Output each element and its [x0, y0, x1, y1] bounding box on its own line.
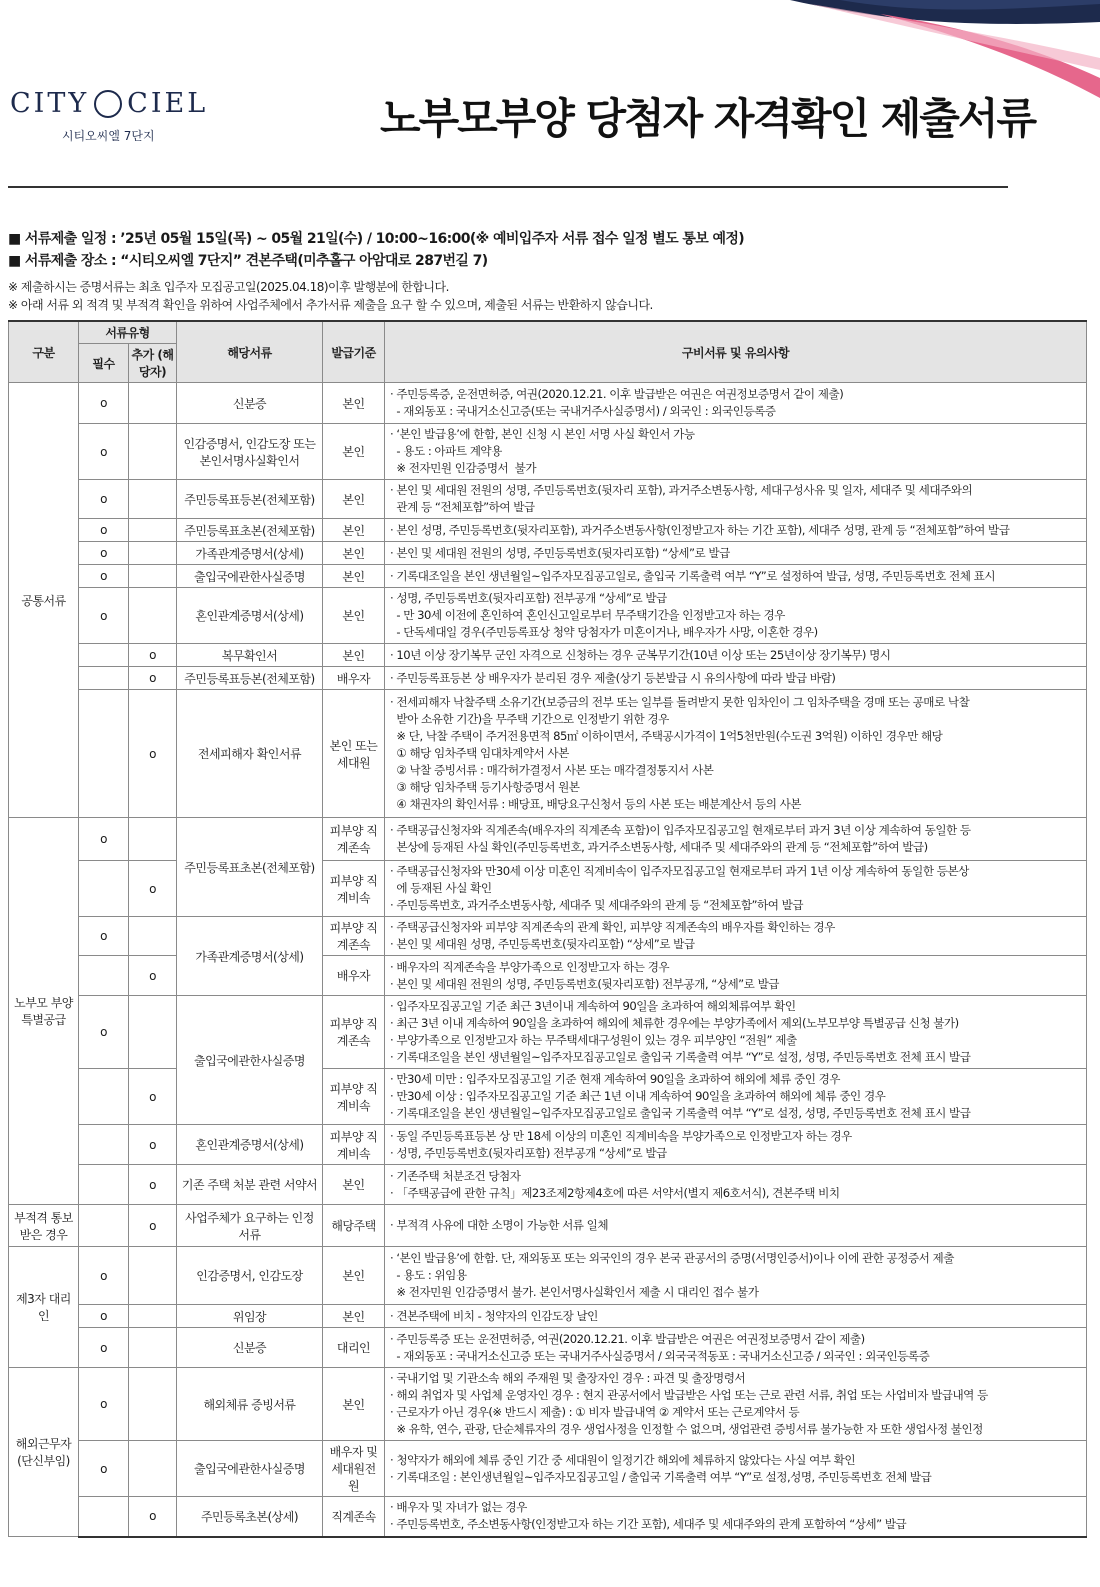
document-name-cell: 가족관계증명서(상세) [177, 542, 323, 565]
note-text: · 근로자가 아닌 경우(※ 반드시 제출) : ① 비자 발급내역 ② 계약서 또는 근로계약서 등 [390, 1405, 800, 1419]
document-name-cell: 신분증 [177, 1328, 323, 1368]
basis-cell: 본인 [323, 1247, 385, 1305]
table-row [9, 588, 1087, 644]
extra-mark-cell: o [129, 1497, 177, 1537]
note-text: - 재외동포 : 국내거소신고증 또는 국내거주사실증명서 / 외국국적동포 : 국내거소신고증 / 외국인 : 외국인등록증 [390, 1348, 930, 1363]
document-name-cell: 인감증명서, 인감도장 또는 본인서명사실확인서 [177, 424, 323, 480]
table-row [9, 1441, 1087, 1497]
note-text: · 청약자가 해외에 체류 중인 기간 중 세대원이 일정기간 해외에 체류하지 않았다는 사실 여부 확인 [390, 1452, 856, 1467]
note-line: ※ 제출하시는 증명서류는 최초 입주자 모집공고일(2025.04.18)이후 발행분에 한합니다. [8, 280, 449, 294]
basis-cell: 본인 [323, 1165, 385, 1205]
note-text: · 주민등록표등본 상 배우자가 분리된 경우 제출(상기 등본발급 시 유의사항에 따라 발급 바람) [390, 670, 836, 685]
brand-logo [10, 88, 210, 144]
basis-cell: 대리인 [323, 1328, 385, 1368]
notes-cell [385, 1125, 1087, 1165]
place-line: ■ 서류제출 장소 : “시티오씨엘 7단지” 견본주택(미추홀구 아암대로 287번길 7) [8, 253, 488, 269]
required-mark-cell: o [79, 917, 129, 956]
note-text: 에 등재된 사실 확인 [390, 881, 492, 895]
extra-mark-cell [129, 519, 177, 542]
basis-cell: 본인 [323, 1305, 385, 1328]
note-text: · 최근 3년 이내 계속하여 90일을 초과하여 해외에 체류한 경우에는 부양가족에서 제외(노부모부양 특별공급 신청 불가) [390, 1016, 959, 1030]
extra-mark-cell [129, 565, 177, 588]
required-mark-cell [79, 1125, 129, 1165]
table-row [9, 542, 1087, 565]
document-name-cell: 주민등록표등본(전체포함) [177, 667, 323, 690]
note-text: · 기존주택 처분조건 당첨자 [390, 1168, 521, 1183]
note-text: · 해외 취업자 및 사업체 운영자인 경우 : 현지 관공서에서 발급받은 사업 또는 근로 관련 서류, 취업 또는 사업비자 발급내역 등 [390, 1388, 988, 1402]
note-text: · 입주자모집공고일 기준 최근 3년이내 계속하여 90일을 초과하여 해외체류여부 확인 [390, 999, 796, 1013]
note-text: · 국내기업 및 기관소속 해외 주재원 및 출장자인 경우 : 파견 및 출장명령서 [390, 1371, 746, 1385]
note-text: · 성명, 주민등록번호(뒷자리포함) 전부공개 “상세”로 발급 [390, 1145, 667, 1160]
required-mark-cell: o [79, 1368, 129, 1441]
basis-cell: 피부양 직계비속 [323, 1069, 385, 1125]
notes-cell [385, 996, 1087, 1069]
basis-cell: 본인 [323, 424, 385, 480]
note-text: · ‘본인 발급용’에 한함. 단, 재외동포 또는 외국인의 경우 본국 관공서의 증명(서명인증서)이나 이에 관한 공정증서 제출 [390, 1251, 954, 1265]
table-row [9, 424, 1087, 480]
required-mark-cell: o [79, 565, 129, 588]
submission-info [8, 228, 1088, 314]
note-text: · 「주택공급에 관한 규칙」제23조제2항제4호에 따른 서약서(별지 제6호서식), 견본주택 비치 [390, 1185, 840, 1200]
extra-mark-cell [129, 1328, 177, 1368]
basis-cell: 본인 [323, 383, 385, 424]
basis-cell: 피부양 직계존속 [323, 996, 385, 1069]
extra-mark-cell [129, 1368, 177, 1441]
extra-mark-cell [129, 1441, 177, 1497]
note-text: · 기록대조일을 본인 생년월일~입주자모집공고일로, 출입국 기록출력 여부 “Y”로 설정하여 발급, 성명, 주민등록번호 전체 표시 [390, 568, 996, 583]
notes-cell [385, 917, 1087, 956]
notes-cell [385, 1328, 1087, 1368]
header-document: 해당서류 [177, 321, 323, 383]
note-text: · 본인 성명, 주민등록번호(뒷자리포함), 과거주소변동사항(인정받고자 하는 기간 포함), 세대주 성명, 관계 등 “전체포함”하여 발급 [390, 522, 1010, 537]
document-name-cell: 신분증 [177, 383, 323, 424]
table-row [9, 1205, 1087, 1247]
table-row [9, 383, 1087, 424]
extra-mark-cell: o [129, 1165, 177, 1205]
required-mark-cell: o [79, 996, 129, 1069]
extra-mark-cell [129, 996, 177, 1069]
category-cell: 부적격 통보 받은 경우 [9, 1205, 79, 1247]
extra-mark-cell [129, 588, 177, 644]
table-row [9, 1125, 1087, 1165]
note-text: · 주민등록증 또는 운전면허증, 여권(2020.12.21. 이후 발급받은 여권은 여권정보증명서 같이 제출) [390, 1331, 865, 1346]
note-text: · 동일 주민등록표등본 상 만 18세 이상의 미혼인 직계비속을 부양가족으로 인정받고자 하는 경우 [390, 1128, 852, 1143]
document-name-cell: 인감증명서, 인감도장 [177, 1247, 323, 1305]
table-row [9, 480, 1087, 519]
document-name-cell: 혼인관계증명서(상세) [177, 588, 323, 644]
basis-cell: 배우자 [323, 667, 385, 690]
note-text: · 본인 및 세대원 전원의 성명, 주민등록번호(뒷자리포함) 전부공개, “상세”로 발급 [390, 976, 779, 991]
note-text: 관계 등 “전체포함”하여 발급 [390, 500, 535, 514]
logo-circle-icon [94, 90, 122, 118]
header-category: 구분 [9, 321, 79, 383]
notes-cell [385, 1069, 1087, 1125]
header-notes: 구비서류 및 유의사항 [385, 321, 1087, 383]
basis-cell: 본인 [323, 542, 385, 565]
document-name-cell: 해외체류 증빙서류 [177, 1368, 323, 1441]
note-text: · 성명, 주민등록번호(뒷자리포함) 전부공개 “상세”로 발급 [390, 591, 667, 605]
required-documents-table [8, 320, 1087, 1538]
basis-cell: 피부양 직계존속 [323, 818, 385, 861]
table-row [9, 917, 1087, 956]
note-text: · 본인 및 세대원 전원의 성명, 주민등록번호(뒷자리포함) “상세”로 발급 [390, 545, 730, 560]
document-name-cell: 출입국에관한사실증명 [177, 996, 323, 1125]
table-row [9, 861, 1087, 917]
basis-cell: 피부양 직계존속 [323, 917, 385, 956]
notes-cell [385, 565, 1087, 588]
notes-cell [385, 383, 1087, 424]
extra-mark-cell: o [129, 1205, 177, 1247]
note-text: · 견본주택에 비치 - 청약자의 인감도장 날인 [390, 1308, 598, 1323]
document-name-cell: 전세피해자 확인서류 [177, 690, 323, 818]
required-mark-cell [79, 956, 129, 996]
basis-cell: 피부양 직계비속 [323, 861, 385, 917]
note-text: 본상에 등재된 사실 확인(주민등록번호, 과거주소변동사항, 세대주 및 세대주와의 관계 등 “전체포함”하여 발급) [390, 840, 928, 854]
notes-cell [385, 542, 1087, 565]
notes-cell [385, 1441, 1087, 1497]
required-mark-cell: o [79, 1247, 129, 1305]
document-name-cell: 기존 주택 처분 관련 서약서 [177, 1165, 323, 1205]
required-mark-cell [79, 1205, 129, 1247]
note-text: · 주택공급신청자와 피부양 직계존속의 관계 확인, 피부양 직계존속의 배우자를 확인하는 경우 [390, 920, 835, 934]
extra-mark-cell: o [129, 690, 177, 818]
note-text: · ‘본인 발급용’에 한함, 본인 신청 시 본인 서명 사실 확인서 가능 [390, 427, 695, 441]
category-cell: 노부모 부양 특별공급 [9, 818, 79, 1205]
document-name-cell: 가족관계증명서(상세) [177, 917, 323, 996]
extra-mark-cell: o [129, 956, 177, 996]
table-row [9, 1165, 1087, 1205]
extra-mark-cell [129, 1305, 177, 1328]
table-row [9, 818, 1087, 861]
title-divider [8, 186, 1008, 188]
note-text: ④ 채권자의 확인서류 : 배당표, 배당요구신청서 등의 사본 또는 배분계산서 등의 사본 [390, 797, 801, 811]
required-mark-cell [79, 667, 129, 690]
basis-cell: 피부양 직계비속 [323, 1125, 385, 1165]
document-name-cell: 혼인관계증명서(상세) [177, 1125, 323, 1165]
note-text: ① 해당 임차주택 임대차계약서 사본 [390, 746, 569, 760]
required-mark-cell: o [79, 480, 129, 519]
table-row [9, 519, 1087, 542]
extra-mark-cell: o [129, 1069, 177, 1125]
document-name-cell: 주민등록표초본(전체포함) [177, 519, 323, 542]
table-row [9, 1497, 1087, 1537]
note-text: · 기록대조일 : 본인생년월일~입주자모집공고일 / 출입국 기록출력 여부 “Y”로 설정,성명, 주민등록번호 전체 발급 [390, 1469, 932, 1484]
basis-cell: 본인 [323, 480, 385, 519]
extra-mark-cell [129, 383, 177, 424]
page-title: 노부모부양 당첨자 자격확인 제출서류 [380, 94, 1036, 143]
note-text: ※ 전자민원 인감증명서 불가. 본인서명사실확인서 제출 시 대리인 접수 불가 [390, 1285, 759, 1299]
table-row [9, 644, 1087, 667]
basis-cell: 배우자 [323, 956, 385, 996]
note-text: · 만30세 미만 : 입주자모집공고일 기준 현재 계속하여 90일을 초과하여 해외에 체류 중인 경우 [390, 1072, 840, 1086]
extra-mark-cell: o [129, 861, 177, 917]
required-mark-cell: o [79, 588, 129, 644]
note-text: ※ 유학, 연수, 관광, 단순체류자의 경우 생업사정을 인정할 수 없으며, 생업관련 증빙서류 불가능한 자 또한 생업사정 불인정 [390, 1422, 983, 1436]
notes-cell [385, 588, 1087, 644]
logo-wordmark: CITY CIEL [10, 88, 209, 119]
table-row [9, 565, 1087, 588]
required-mark-cell: o [79, 383, 129, 424]
note-text: · 기록대조일을 본인 생년월일~입주자모집공고일로 출입국 기록출력 여부 “Y”로 설정, 성명, 주민등록번호 전체 표시 발급 [390, 1050, 971, 1064]
category-cell: 제3자 대리인 [9, 1247, 79, 1368]
basis-cell: 본인 [323, 644, 385, 667]
note-text: · 주민등록번호, 주소변동사항(인정받고자 하는 기간 포함), 세대주 및 세대주와의 관계 포함하여 “상세” 발급 [390, 1517, 907, 1532]
notes-cell [385, 1165, 1087, 1205]
note-text: · 10년 이상 장기복무 군인 자격으로 신청하는 경우 군복무기간(10년 이상 또는 25년이상 장기복무) 명시 [390, 647, 891, 662]
notes-cell [385, 644, 1087, 667]
table-row [9, 1069, 1087, 1125]
required-mark-cell: o [79, 1328, 129, 1368]
extra-mark-cell [129, 917, 177, 956]
note-text: · 배우자 및 자녀가 없는 경우 [390, 1500, 527, 1515]
notes-cell [385, 1205, 1087, 1247]
required-mark-cell [79, 1165, 129, 1205]
basis-cell: 직계존속 [323, 1497, 385, 1537]
required-mark-cell: o [79, 519, 129, 542]
document-name-cell: 출입국에관한사실증명 [177, 565, 323, 588]
notes-cell [385, 956, 1087, 996]
header-basis: 발급기준 [323, 321, 385, 383]
note-text: · 기록대조일을 본인 생년월일~입주자모집공고일로 출입국 기록출력 여부 “Y”로 설정, 성명, 주민등록번호 전체 표시 발급 [390, 1106, 971, 1120]
document-name-cell: 위임장 [177, 1305, 323, 1328]
basis-cell: 본인 [323, 565, 385, 588]
table-row [9, 1328, 1087, 1368]
notes-cell [385, 1368, 1087, 1441]
note-text: · 배우자의 직계존속을 부양가족으로 인정받고자 하는 경우 [390, 959, 670, 974]
table-row [9, 956, 1087, 996]
category-cell: 공통서류 [9, 383, 79, 818]
basis-cell: 본인 또는 세대원 [323, 690, 385, 818]
extra-mark-cell: o [129, 644, 177, 667]
note-text: · 부양가족으로 인정받고자 하는 무주택세대구성원이 있는 경우 피부양인 “전원” 제출 [390, 1033, 797, 1047]
note-text: - 만 30세 이전에 혼인하여 혼인신고일로부터 무주택기간을 인정받고자 하는 경우 [390, 608, 785, 622]
header-doc-type: 서류유형 [79, 321, 177, 344]
note-text: · 전세피해자 낙찰주택 소유기간(보증금의 전부 또는 일부를 돌려받지 못한 임차인이 그 임차주택을 경매 또는 공매로 낙찰 [390, 695, 970, 709]
basis-cell: 배우자 및 세대원전원 [323, 1441, 385, 1497]
table-row [9, 1368, 1087, 1441]
note-text: - 용도 : 아파트 계약용 [390, 444, 502, 458]
note-text: 받아 소유한 기간)을 무주택 기간으로 인정받기 위한 경우 [390, 712, 669, 726]
notes-cell [385, 519, 1087, 542]
document-name-cell: 주민등록표등본(전체포함) [177, 480, 323, 519]
extra-mark-cell: o [129, 1125, 177, 1165]
note-text: · 본인 및 세대원 성명, 주민등록번호(뒷자리포함) “상세”로 발급 [390, 937, 695, 951]
notes-cell [385, 1497, 1087, 1537]
required-mark-cell: o [79, 1305, 129, 1328]
basis-cell: 본인 [323, 1368, 385, 1441]
extra-mark-cell [129, 424, 177, 480]
document-name-cell: 출입국에관한사실증명 [177, 1441, 323, 1497]
required-mark-cell: o [79, 818, 129, 861]
extra-mark-cell [129, 480, 177, 519]
note-text: · 부적격 사유에 대한 소명이 가능한 서류 일체 [390, 1218, 609, 1232]
table-row [9, 1305, 1087, 1328]
notes-cell [385, 1305, 1087, 1328]
notes-cell [385, 480, 1087, 519]
note-text: · 주민등록번호, 과거주소변동사항, 세대주 및 세대주와의 관계 등 “전체포함”하여 발급 [390, 898, 804, 912]
note-text: · 만30세 이상 : 입주자모집공고일 기준 최근 1년 이내 계속하여 90일을 초과하여 해외에 체류 중인 경우 [390, 1089, 886, 1103]
note-text: · 주택공급신청자와 만30세 이상 미혼인 직계비속이 입주자모집공고일 현재로부터 과거 1년 이상 계속하여 동일한 등본상 [390, 864, 969, 878]
required-mark-cell [79, 1497, 129, 1537]
note-text: · 본인 및 세대원 전원의 성명, 주민등록번호(뒷자리 포함), 과거주소변동사항, 세대구성사유 및 일자, 세대주 및 세대주와의 [390, 483, 973, 497]
logo-subtitle: 시티오씨엘 7단지 [62, 129, 155, 143]
required-mark-cell [79, 1069, 129, 1125]
note-text: ② 낙찰 증빙서류 : 매각허가결정서 사본 또는 매각결정통지서 사본 [390, 763, 714, 777]
note-text: ※ 단, 낙찰 주택이 주거전용면적 85㎡ 이하이면서, 주택공시가격이 1억5천만원(수도권 3억원) 이하인 경우만 해당 [390, 729, 943, 743]
extra-mark-cell [129, 1247, 177, 1305]
required-mark-cell [79, 644, 129, 667]
basis-cell: 해당주택 [323, 1205, 385, 1247]
table-row [9, 1247, 1087, 1305]
schedule-line: ■ 서류제출 일정 : ’25년 05월 15일(목) ~ 05월 21일(수) / 10:00~16:00(※ 예비입주자 서류 접수 일정 별도 통보 예정) [8, 231, 745, 247]
header-required: 필수 [79, 344, 129, 383]
extra-mark-cell: o [129, 667, 177, 690]
note-text: ③ 해당 임차주택 등기사항증명서 원본 [390, 780, 580, 794]
notes-cell [385, 424, 1087, 480]
notes-cell [385, 1247, 1087, 1305]
note-line: ※ 아래 서류 외 적격 및 부적격 확인을 위하여 사업주체에서 추가서류 제출을 요구 할 수 있으며, 제출된 서류는 반환하지 않습니다. [8, 298, 653, 312]
note-text: ※ 전자민원 인감증명서 불가 [390, 461, 537, 475]
required-mark-cell: o [79, 1441, 129, 1497]
document-name-cell: 사업주체가 요구하는 인정서류 [177, 1205, 323, 1247]
extra-mark-cell [129, 818, 177, 861]
notes-cell [385, 667, 1087, 690]
document-name-cell: 주민등록초본(상세) [177, 1497, 323, 1537]
table-body [9, 383, 1087, 1537]
category-cell: 해외근무자 (단신부임) [9, 1368, 79, 1537]
note-text: - 단독세대일 경우(주민등록표상 청약 당첨자가 미혼이거나, 배우자가 사망, 이혼한 경우) [390, 625, 818, 639]
basis-cell: 본인 [323, 588, 385, 644]
note-text: - 재외동포 : 국내거소신고증(또는 국내거주사실증명서) / 외국인 : 외국인등록증 [390, 404, 776, 418]
required-mark-cell [79, 861, 129, 917]
required-mark-cell [79, 690, 129, 818]
note-text: - 용도 : 위임용 [390, 1268, 467, 1282]
basis-cell: 본인 [323, 519, 385, 542]
document-name-cell: 복무확인서 [177, 644, 323, 667]
table-row [9, 996, 1087, 1069]
table-row [9, 690, 1087, 818]
note-text: · 주택공급신청자와 직계존속(배우자의 직계존속 포함)이 입주자모집공고일 현재로부터 과거 3년 이상 계속하여 동일한 등 [390, 823, 971, 837]
required-mark-cell: o [79, 424, 129, 480]
notes-cell [385, 861, 1087, 917]
notes-cell [385, 818, 1087, 861]
notes-cell [385, 690, 1087, 818]
extra-mark-cell [129, 542, 177, 565]
table-row [9, 667, 1087, 690]
header-extra: 추가 (해당자) [129, 344, 177, 383]
note-text: · 주민등록증, 운전면허증, 여권(2020.12.21. 이후 발급받은 여권은 여권정보증명서 같이 제출) [390, 387, 844, 401]
required-mark-cell: o [79, 542, 129, 565]
document-name-cell: 주민등록표초본(전체포함) [177, 818, 323, 917]
